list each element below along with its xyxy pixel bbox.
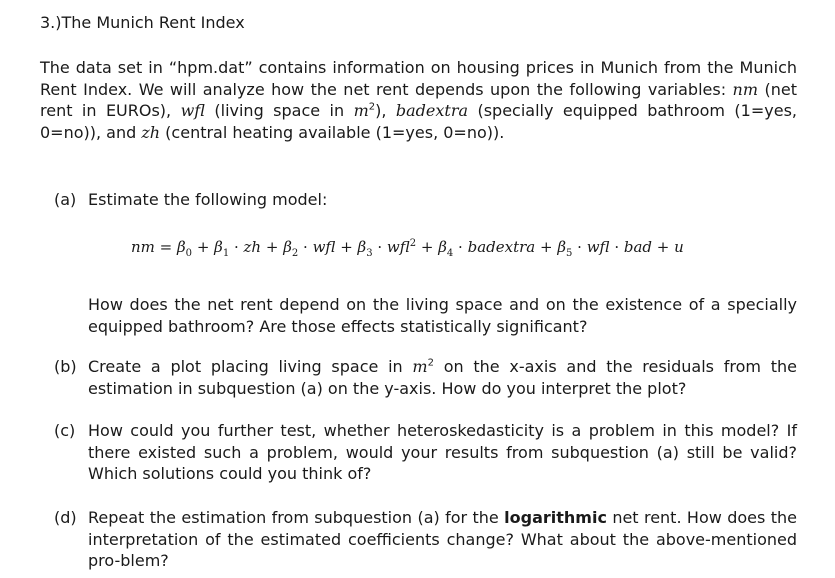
question-c [54, 420, 797, 485]
formula-op: + [535, 238, 558, 256]
formula-op: · [229, 238, 244, 256]
formula-beta: β [357, 238, 367, 256]
formula-op: + [652, 238, 675, 256]
var-badextra: badextra [395, 101, 469, 120]
var-wfl: wfl [180, 101, 205, 120]
formula-op: · [453, 238, 468, 256]
formula-nm: nm [131, 238, 155, 256]
formula-op: + [335, 238, 358, 256]
unit-exponent: 2 [427, 357, 434, 369]
formula-sub: 4 [446, 248, 454, 259]
question-a-text: Estimate the following model: [88, 190, 328, 209]
question-a [54, 189, 797, 211]
question-b-text [88, 356, 797, 399]
formula-wfl: wfl [312, 238, 336, 256]
formula-beta: β [438, 238, 447, 256]
intro-text: (net rent in EUROs), [40, 79, 797, 120]
formula-sub: 2 [291, 248, 299, 259]
formula-beta: β [557, 238, 566, 256]
formula-op: + [416, 238, 439, 256]
intro-text: (specially equipped bathroom (1=yes, 0=no)), and [40, 101, 797, 142]
formula-bad: bad [623, 238, 653, 256]
unit-exponent: 2 [368, 101, 376, 113]
question-d-text [88, 507, 797, 572]
formula-op: = [154, 238, 177, 256]
formula-badextra: badextra [467, 238, 536, 256]
question-a-followup: How does the net rent depend on the living space and on the existence of a specially equipped bathroom? Are those effects statistically significant? [88, 295, 797, 336]
intro-paragraph [40, 57, 797, 143]
formula-error: u [674, 238, 684, 256]
formula-beta: β [214, 238, 223, 256]
question-b-part: Create a plot placing living space in [88, 357, 413, 376]
formula-sub: 5 [566, 248, 573, 259]
formula-sub: 0 [185, 248, 193, 259]
question-a-label: (a) [54, 190, 77, 209]
formula-zh: zh [243, 238, 262, 256]
question-c-text: How could you further test, whether heteroskedasticity is a problem in this model? If there existed such a problem, would your results from subquestion (a) still be valid? Which solutions could you think of? [88, 421, 797, 483]
regression-formula [131, 236, 831, 258]
question-b-label: (b) [54, 357, 77, 376]
unit-m: m [353, 101, 369, 120]
question-b-part: on the x-axis and the residuals from the estimation in subquestion (a) on the y-axis. How do you interpret the plot? [88, 357, 797, 398]
exercise-heading: 3.)The Munich Rent Index [40, 13, 245, 32]
formula-op: · [372, 238, 387, 256]
formula-wfl-squared: wfl [386, 238, 410, 256]
formula-sub: 3 [366, 248, 373, 259]
logarithmic-emphasis: logarithmic [504, 508, 607, 527]
formula-op: + [261, 238, 284, 256]
unit-m: m [412, 357, 428, 376]
formula-op: · [572, 238, 587, 256]
intro-text: ), [375, 101, 396, 120]
formula-exponent: 2 [409, 238, 417, 249]
question-d [54, 507, 797, 572]
formula-op: · [609, 238, 624, 256]
formula-beta: β [177, 238, 186, 256]
formula-op: + [192, 238, 215, 256]
var-nm: nm [732, 79, 759, 99]
var-zh: zh [141, 122, 161, 142]
question-d-part: Repeat the estimation from subquestion (a) for the [88, 508, 505, 527]
question-c-label: (c) [54, 421, 76, 440]
formula-op: · [298, 238, 313, 256]
intro-text: (living space in [204, 101, 354, 120]
intro-text: (central heating available (1=yes, 0=no)). [160, 122, 505, 142]
formula-sub: 1 [222, 248, 230, 259]
question-d-part: net rent. How does the interpretation of the estimated coefficients change? What about the above-mentioned pro-blem? [88, 508, 797, 570]
formula-wfl-interaction: wfl [586, 238, 610, 256]
formula-beta: β [283, 238, 292, 256]
question-b [54, 356, 797, 399]
intro-text: The data set in “hpm.dat” contains information on housing prices in Munich from the Munich Rent Index. We will analyze how the net rent depends upon the following variables: [40, 58, 797, 99]
question-d-label: (d) [54, 508, 77, 527]
